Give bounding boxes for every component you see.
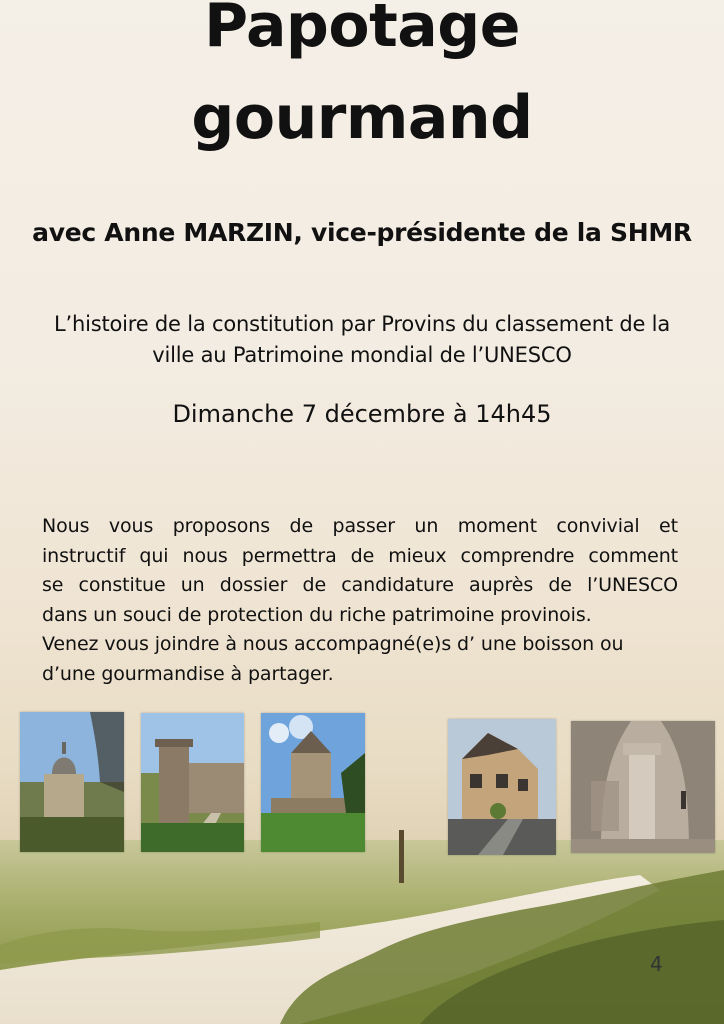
description-line: Nous vous proposons de passer un moment convivial et xyxy=(42,515,678,537)
page-number: 4 xyxy=(650,952,663,976)
topic-line-2: ville au Patrimoine mondial de l’UNESCO xyxy=(152,343,572,367)
topic xyxy=(0,309,724,371)
title-line-1: Papotage xyxy=(204,0,520,61)
landscape-scene xyxy=(0,830,724,1024)
photo-caesar-tower xyxy=(261,713,365,852)
topic-line-1: L’histoire de la constitution par Provins du classement de la xyxy=(53,312,670,336)
description-line: instructif qui nous permettra de mieux comprendre comment xyxy=(42,544,678,567)
description-line: d’une gourmandise à partager. xyxy=(42,662,334,685)
description-line: se constitue un dossier de candidature auprès de l’UNESCO xyxy=(42,574,678,596)
speaker-subtitle: avec Anne MARZIN, vice-présidente de la SHMR xyxy=(32,218,692,247)
tree-trunk xyxy=(399,830,404,883)
photo-church-dome xyxy=(20,712,124,852)
photo-vaulted-interior xyxy=(571,721,715,853)
event-date: Dimanche 7 décembre à 14h45 xyxy=(172,400,552,428)
description xyxy=(42,512,678,689)
description-line: dans un souci de protection du riche patrimoine provinois. xyxy=(42,603,592,626)
description-line: Venez vous joindre à nous accompagné(e)s d’ une boisson ou xyxy=(42,633,624,655)
photo-ramparts-tower xyxy=(141,713,244,852)
photo-half-timbered-house xyxy=(448,719,556,855)
title-line-2: gourmand xyxy=(191,83,533,153)
